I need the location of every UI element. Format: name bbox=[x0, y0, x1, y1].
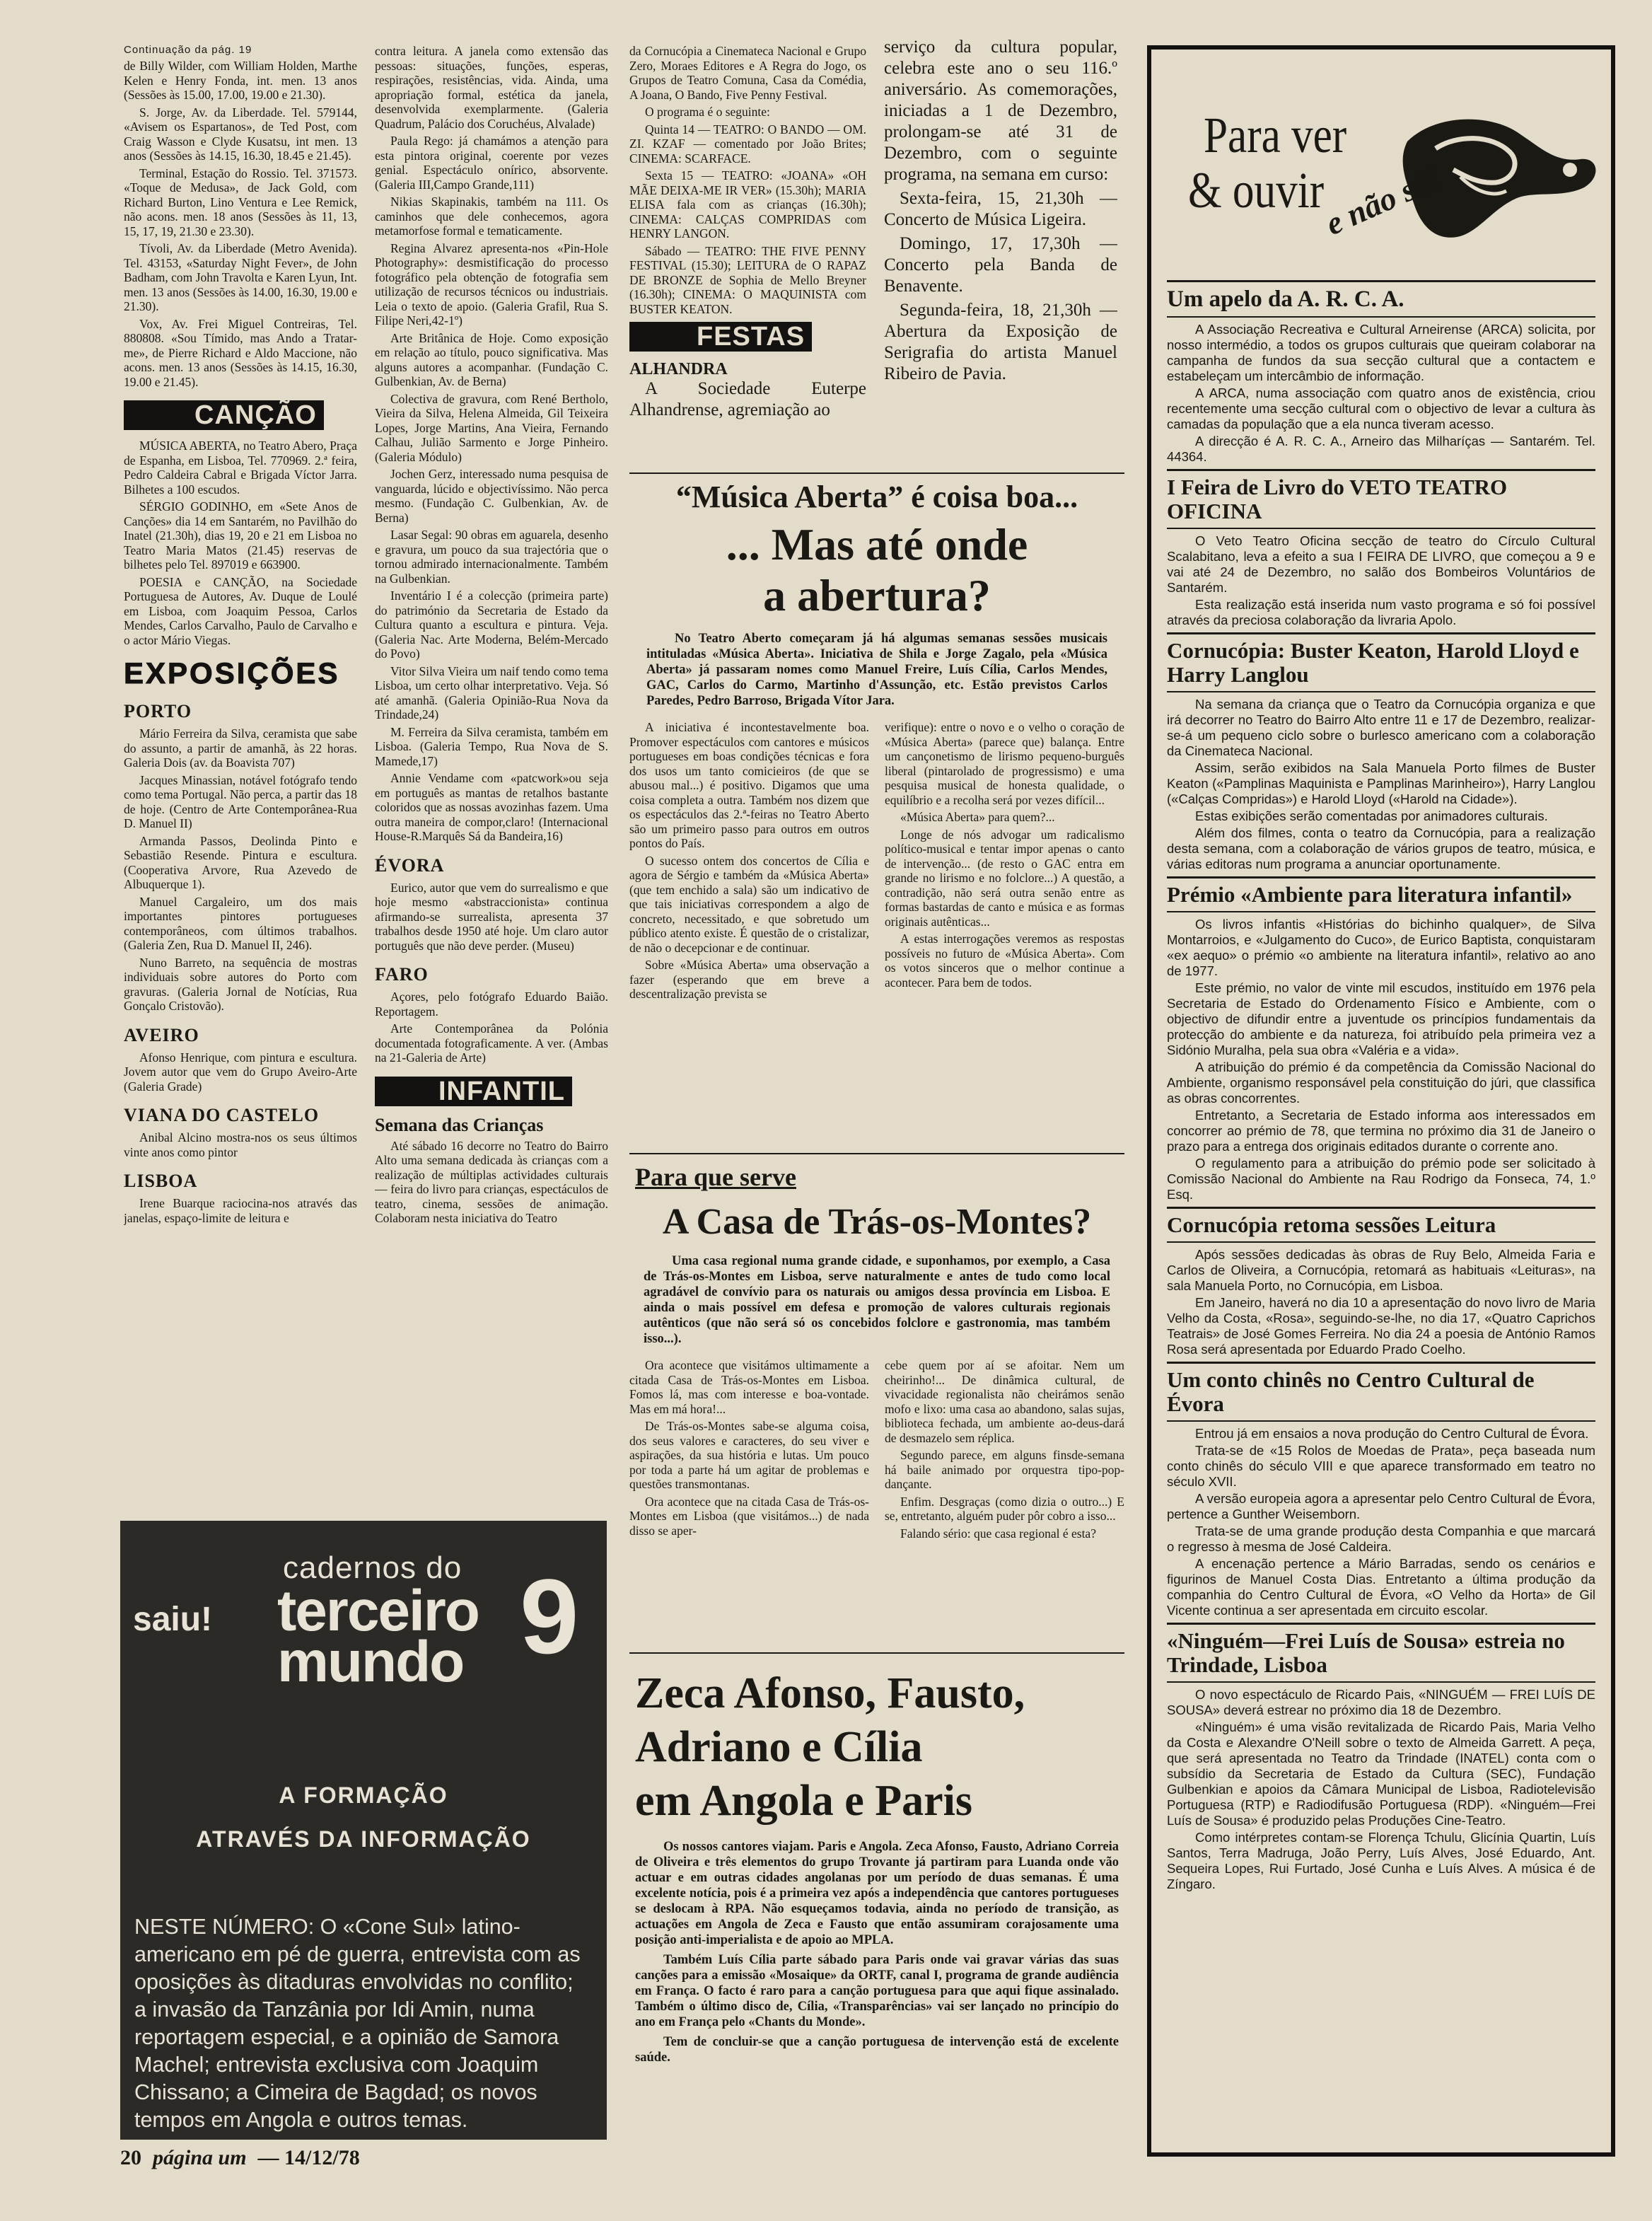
sidebar-item-paragraph: Além dos filmes, conta o teatro da Cornucópia, para a realização desta semana, com a colaboração de vários grupos de teatro, música, e várias editoras num programa a anunciar oportunamente. bbox=[1167, 825, 1595, 871]
listing-entry: Colectiva de gravura, com René Bertholo, Vieira da Silva, Helena Almeida, Gil Teixeira Lopes, Jorge Martins, Ana Vieira, Fernando Calhau, Julião Sarmento e Jorge Pinheiro. (Galeria Módulo) bbox=[375, 391, 608, 464]
sidebar-item-paragraph: A atribuição do prémio é da competência da Comissão Nacional do Ambiente, organismo responsável pela constituição do júri, que classifica as obras concorrentes. bbox=[1167, 1060, 1595, 1106]
listing-entry: Manuel Cargaleiro, um dos mais importantes pintores portugueses contemporâneos, com últimos trabalhos. (Galeria Zen, Rua D. Manuel II, 246). bbox=[124, 894, 357, 952]
sidebar-title: Para ver bbox=[1204, 107, 1347, 163]
section-header-exposicoes bbox=[124, 657, 357, 690]
sidebar-item-paragraph: A direcção é A. R. C. A., Arneiro das Milharíças — Santarém. Tel. 44364. bbox=[1167, 434, 1595, 464]
sidebar-item-title: Cornucópia retoma sessões Leitura bbox=[1167, 1212, 1496, 1237]
article-title: A Casa de Trás-os-Montes? bbox=[662, 1202, 1092, 1242]
article-title: Adriano e Cília bbox=[635, 1723, 923, 1771]
article-paragraph: Ora acontece que visitámos ultimamente a citada Casa de Trás-os-Montes em Lisboa. Fomos lá, mas com interesse e boa-vontade. Mas em má hora!... bbox=[629, 1358, 869, 1416]
article-title: em Angola e Paris bbox=[635, 1777, 972, 1825]
sidebar-item-paragraph: A Associação Recreativa e Cultural Arneirense (ARCA) solicita, por nosso intermédio, a todos os grupos culturais que queiram colaborar na campanha de fundos da sua secção cultural que a contactem e estabeleçam um intercâmbio de informação. bbox=[1167, 322, 1595, 383]
sidebar-item-paragraph: Este prémio, no valor de vinte mil escudos, instituído em 1976 pela Secretaria de Estado do Ordenamento Físico e Ambiente, com o objectivo de difundir entre a juventude os princípios fundamentais da protecção do ambiente e da natureza, foi atribuído pela primeira vez a Sidónio Muralha, pela sua obra «Valéria e a vida». bbox=[1167, 980, 1595, 1057]
programa-item: Sexta 15 — TEATRO: «JOANA» «OH MÃE DEIXA-ME IR VER» (15.30h); MARIA ELISA fala com as crianças (16.30h); CINEMA: CALÇAS COMPRIDAS com HENRY LANGON. bbox=[629, 168, 866, 240]
sidebar-item-paragraph: Trata-se de «15 Rolos de Moedas de Prata», peça baseada num conto chinês do século VIII e que aparece transformado em teatro no século XVII. bbox=[1167, 1443, 1595, 1489]
sidebar-title: & ouvir bbox=[1188, 162, 1325, 219]
ad-issue-number: 9 bbox=[520, 1557, 579, 1676]
sidebar-item bbox=[1167, 469, 1595, 628]
sidebar-item-paragraph: O regulamento para a atribuição do prémio pode ser solicitado à Comissão Nacional do Ambiente na Rau Rodrigo da Fonseca, 74, 1.º Esq. bbox=[1167, 1156, 1595, 1202]
article-paragraph: Ora acontece que na citada Casa de Trás-os-Montes em Lisboa (que visitámos...) de nada disso se aper- bbox=[629, 1494, 869, 1538]
listing-entry: Armanda Passos, Deolinda Pinto e Sebastião Resende. Pintura e escultura. (Cooperativa Arvore, Rua Azevedo de Albuquerque 1). bbox=[124, 833, 357, 891]
listing-entry: Vox, Av. Frei Miguel Contreiras, Tel. 880808. «Sou Tímido, mas Ando a Tratar-me», de Pierre Richard e Aldo Maccione, não acons. men. 13 anos (Sessões às 14.15, 16.30, 19.00 e 21.45). bbox=[124, 316, 357, 389]
listing-entry: Irene Buarque raciocina-nos através das janelas, espaço-limite de leitura e bbox=[124, 1196, 357, 1225]
continuation-note: Continuação da pág. 19 bbox=[124, 44, 252, 56]
article-paragraph: Falando sério: que casa regional é esta? bbox=[900, 1526, 1096, 1541]
article-column bbox=[629, 720, 869, 1004]
sidebar-item-title: Cornucópia: Buster Keaton, Harold Lloyd e Harry Langlou bbox=[1167, 638, 1579, 687]
listing-entry: Inventário I é a colecção (primeira parte) do património da Secretaria de Estado da Cultura quanto a escultura e pintura. Veja. (Galeria Nac. Arte Moderna, Belém-Mercado do Povo) bbox=[375, 588, 608, 661]
sidebar-item-paragraph: A ARCA, numa associação com quatro anos de existência, criou recentemente uma secção cultural com o objectivo de levar a cultura às camadas da população que a ela nunca tiveram acesso. bbox=[1167, 385, 1595, 431]
ad-mundo: mundo bbox=[277, 1630, 464, 1694]
sidebar-item-paragraph: Entretanto, a Secretaria de Estado informa aos interessados em concorrer ao prémio de 78, que termina no próximo dia 31 de Janeiro o prazo para a entrega dos originais editados durante o corrente ano. bbox=[1167, 1108, 1595, 1154]
cinema-listings bbox=[124, 59, 357, 389]
city-heading: ÉVORA bbox=[375, 854, 445, 876]
listing-entry: Eurico, autor que vem do surrealismo e que hoje mesmo «abstraccionista» continua afirmando-se surrealista, apresenta 37 trabalhos desde 1950 até hoje. Um claro autor português que não deve perder. (Museu) bbox=[375, 880, 608, 953]
alhandra-text: A Sociedade Euterpe Alhandrense, agremiação ao bbox=[629, 379, 866, 419]
sidebar-item-title: Um apelo da A. R. C. A. bbox=[1167, 286, 1404, 312]
sidebar-item-paragraph: Em Janeiro, haverá no dia 10 a apresentação do novo livro de Maria Velho da Costa, «Rosa», seguindo-se-lhe, no dia 17, «Quatro Caprichos Teatrais» de José Gomes Ferreira. No dia 24 a poesia de António Ramos Rosa será apresentada por Eduardo Prado Coelho. bbox=[1167, 1295, 1595, 1357]
ad-formacao-1: A FORMAÇÃO bbox=[279, 1782, 448, 1808]
listing-entry: Terminal, Estação do Rossio. Tel. 371573. «Toque de Medusa», de Jack Gold, com Richard Burton, Lino Ventura e Lee Remick, não acons. men. 18 anos (Sessões às 11, 13, 15, 17, 19, 21.30 e 23.30). bbox=[124, 166, 357, 238]
advert-cadernos-terceiro-mundo bbox=[120, 1521, 607, 2140]
listing-entry: Tívoli, Av. da Liberdade (Metro Avenida). Tel. 43153, «Saturday Night Fever», de John Badham, com John Travolta e Karen Lyun, Int. men. 13 anos (Sessões às 14.00, 16.30, 19.00 e 21.30). bbox=[124, 241, 357, 313]
listing-entry: contra leitura. A janela como extensão das pessoas: situações, funções, esperas, respirações, resistências, vida. Ainda, uma apropriação formal, estética da janela, desenvolvida exemplarmente. (Galeria Quadrum, Palácio dos Coruchéus, Alvalade) bbox=[375, 44, 608, 131]
sidebar-item-paragraph: Os livros infantis «Histórias do bichinho qualquer», de Silva Montarroios, e «Julgamento do Cuco», de Eurico Baptista, conquistaram «ex aequo» o prémio «o ambiente na literatura infantil», relativo ao ano de 1977. bbox=[1167, 917, 1595, 978]
city-heading: VIANA DO CASTELO bbox=[124, 1105, 320, 1125]
ad-saiu: saiu! bbox=[133, 1601, 213, 1638]
listing-entry: de Billy Wilder, com William Holden, Marthe Kelen e Henry Fonda, int. men. 13 anos (Sessões às 15.00, 17.00, 19.00 e 21.30). bbox=[124, 59, 357, 102]
sidebar-item bbox=[1167, 632, 1595, 872]
listing-entry: Arte Contemporânea da Polónia documentada fotograficamente. A ver. (Ambas na 21-Galeria de Arte) bbox=[375, 1021, 608, 1065]
article-paragraph: De Trás-os-Montes sabe-se alguma coisa, dos seus valores e caracteres, do seu viver e aspirações, da sua história e lutas. Um pouco por toda a parte há um agitar de problemas e questões transmontanas. bbox=[629, 1419, 869, 1491]
sidebar-item bbox=[1167, 1362, 1595, 1618]
programa-item: Quinta 14 — TEATRO: O BANDO — OM. ZI. KZAF — comentado por João Brites; CINEMA: SCARFACE. bbox=[629, 122, 866, 166]
cornucopia-text: da Cornucópia a Cinemateca Nacional e Grupo Zero, Moraes Editores e A Regra do Jogo, os Grupos de Teatro Comuna, Casa da Comédia, A Joana, O Bando, Five Penny Festival. bbox=[629, 44, 866, 102]
article-paragraph: Também Luís Cília parte sábado para Paris onde vai gravar várias das suas canções para a emissão «Mosaique» da ORTF, canal I, programa de grande audiência em França. O facto é raro para a canção portuguesa para que aqui fique assinalado. Também o último disco de, Cília, «Transparências» vai ser lançado no princípio do ano em França pelo «Chants du Monde». bbox=[635, 1953, 1119, 2029]
listing-entry: Açores, pelo fotógrafo Eduardo Baião. Reportagem. bbox=[375, 990, 608, 1019]
euterpe-text: serviço da cultura popular, celebra este ano o seu 116.º aniversário. As comemorações, iniciadas a 1 de Dezembro, prolongam-se até 31 de Dezembro, com o seguinte programa, na semana em curso: bbox=[884, 37, 1117, 184]
sidebar-item-paragraph: Na semana da criança que o Teatro da Cornucópia organiza e que irá decorrer no Teatro do Bairro Alto entre 11 e 17 de Dezembro, realizar-se-á um pequeno ciclo sobre o burlesco americano com a colaboração da Cinemateca Nacional. bbox=[1167, 697, 1595, 758]
article-column bbox=[885, 1358, 1124, 1543]
listing-entry: Annie Vendame com «patcwork»ou seja em português as mantas de retalhos bastante coloridos que as nossas avozinhas fazem. Uma outra maneira de compor,claro! (Internacional House-R.Marquês Sá da Bandeira,16) bbox=[375, 771, 608, 843]
section-header-cancao bbox=[124, 399, 357, 431]
event-item: Domingo, 17, 17,30h — Concerto pela Banda de Benavente. bbox=[884, 234, 1117, 296]
listing-entry: Paula Rego: já chamámos a atenção para esta pintora original, coerente por vezes genial. Espectáculo onírico, absorvente. (Galeria III,Campo Grande,111) bbox=[375, 134, 608, 192]
infantil-title: Semana das Crianças bbox=[375, 1114, 544, 1135]
listing-entry: Jochen Gerz, interessado numa pesquisa de vanguarda, lúcido e objectivíssimo. Não perca mesmo. (Fundação C. Gulbenkian, Av. de Berna) bbox=[375, 467, 608, 525]
city-heading: PORTO bbox=[124, 701, 192, 721]
sidebar-item bbox=[1167, 1623, 1595, 1892]
sidebar-item bbox=[1167, 876, 1595, 1202]
article-paragraph: cebe quem por aí se afoitar. Nem um cheirinho!... De dinâmica cultural, de vivacidade regionalista não cheirámos senão mofo e lixo: uma casa ao abandono, salas sujas, biblioteca fechada, um ambiente ao-deus-dará de desmazelo sem réplica. bbox=[885, 1358, 1124, 1445]
article-lead: Os nossos cantores viajam. Paris e Angola. Zeca Afonso, Fausto, Adriano Correia de Oliveira e três elementos do grupo Trovante já partiram para Luanda onde vão actuar e em outras cidades angolanas por um período de duas semanas. É uma excelente notícia, pois é a primeira vez após a independência que cantores portugueses se deslocam à RPA. Não esqueçamos todavia, ainda no período de transição, as actuações em Angola de Zeca e Fausto que então assumiram corajosamente uma posição anti-imperialista e de apoio ao MPLA. bbox=[635, 1840, 1119, 1947]
city-heading: ALHANDRA bbox=[629, 360, 728, 378]
cancao-listings bbox=[124, 439, 357, 647]
article-paragraph: O sucesso ontem dos concertos de Cília e agora de Sérgio e também da «Música Aberta» (que tem enchido a sala) são um indicativo de que tais iniciativas correspondem a algo de concreto, necessitado, e que sobretudo um público atento existe. É questão de o cristalizar, de não o decepcionar e de continuar. bbox=[629, 853, 869, 955]
sidebar-item-paragraph: Assim, serão exibidos na Sala Manuela Porto filmes de Buster Keaton («Pamplinas Maquinista e Pamplinas Marinheiro»), Harry Langlou («Calças Compridas») e Harold Lloyd («Harold na Cidade»). bbox=[1167, 760, 1595, 806]
article-kicker: “Música Aberta” é coisa boa... bbox=[675, 480, 1078, 514]
article-paragraph: Enfim. Desgraças (como dizia o outro...) E se, entretanto, alguém puder pôr cobro a isso... bbox=[885, 1494, 1124, 1523]
sidebar-item-paragraph: O novo espectáculo de Ricardo Pais, «NINGUÉM — FREI LUÍS DE SOUSA» deverá estrear no próximo dia 18 de Dezembro. bbox=[1167, 1687, 1595, 1717]
issue-date: — 14/12/78 bbox=[257, 2146, 360, 2169]
sidebar-item bbox=[1167, 1207, 1595, 1357]
listing-entry: POESIA e CANÇÃO, na Sociedade Portuguesa de Autores, Av. Duque de Loulé em Lisboa, com Joaquim Pessoa, Carlos Mendes, Carlos Carvalho, Paulo de Carvalho e o actor Mário Viegas. bbox=[124, 574, 357, 647]
section-label: CANÇÃO bbox=[194, 400, 324, 430]
programa-intro: O programa é o seguinte: bbox=[645, 105, 770, 119]
event-item: Sexta-feira, 15, 21,30h — Concerto de Música Ligeira. bbox=[884, 189, 1117, 229]
listing-entry: S. Jorge, Av. da Liberdade. Tel. 579144, «Avisem os Espartanos», de Ted Post, com Craig Wasson e Clyde Kusatsu, int men. 13 anos (Sessões às 14.15, 16.30, 18.45 e 21.45). bbox=[124, 105, 357, 163]
article-body bbox=[629, 720, 1124, 1004]
column-2 bbox=[375, 44, 608, 1501]
sidebar-item-paragraph: «Ninguém» é uma visão revitalizada de Ricardo Pais, Maria Velho da Costa e Alexandre O'Neill sobre o texto de Almeida Garrett. A peça, que será apresentada no Teatro da Trindade (INATEL) conta com o subsídio da Secretaria de Estado da Cultura (SEC), Fundação Gulbenkian e apoios da Câmara Municipal de Lisboa, Radiotelevisão Portuguesa (RTP) e Radiodifusão Portuguesa (RDP). «Ninguém—Frei Luís de Sousa» é produzido pelas Produções Cine-Teatro. bbox=[1167, 1720, 1595, 1828]
article-casa-tras-os-montes bbox=[629, 1153, 1124, 1648]
masthead: página um bbox=[153, 2146, 247, 2169]
article-paragraph: verifique): entre o novo e o velho o coração de «Música Aberta» (parece que) balança. Entre um cançonetismo de lirismo pequeno-burguês liberal (pintarolado de progressismo) e uma pesquisa musical de honesta qualidade, o equilíbrio e a recolha será por vezes difícil... bbox=[885, 720, 1124, 807]
listing-entry: Regina Alvarez apresenta-nos «Pin-Hole Photography»: desmistificação do processo fotográfico pela obtenção de fotografia sem utilização de recursos técnicos ou industriais. Leia o texto de apoio. (Galeria Grafil, Rua S. Filipe Neri,42-1º) bbox=[375, 240, 608, 327]
sidebar-item-title: «Ninguém—Frei Luís de Sousa» estreia no Trindade, Lisboa bbox=[1167, 1628, 1565, 1677]
sidebar-item-paragraph: O Veto Teatro Oficina secção de teatro do Círculo Cultural Scalabitano, leva a efeito a sua I FEIRA DE LIVRO, que começou a 9 e vai até 24 de Dezembro, no salão dos Bombeiros Voluntários de Santarém. bbox=[1167, 533, 1595, 595]
section-header-infantil bbox=[375, 1075, 608, 1108]
sidebar-para-ver-e-ouvir bbox=[1147, 45, 1615, 2157]
article-paragraph: A iniciativa é incontestavelmente boa. Promover espectáculos com cantores e músicos portugueses em boas condições técnicas e fora dos usos um tanto comicieiros (de que se abusou mal...) é positivo. Digamos que uma coisa completa a outra. Também nos dizem que os espectáculos das 2.ª-feiras no Teatro Aberto são um primeiro passo para outros em outros pontos do País. bbox=[629, 720, 869, 850]
ad-terceiro: terceiro bbox=[277, 1579, 479, 1643]
listing-entry: Vitor Silva Vieira um naif tendo como tema Lisboa, um certo olhar interpretativo. Veja. Só até amanhã. (Galeria Opinião-Rua Nova da Trindade,24) bbox=[375, 663, 608, 721]
section-label: EXPOSIÇÕES bbox=[124, 656, 340, 690]
event-item: Segunda-feira, 18, 21,30h — Abertura da Exposição de Serigrafia do artista Manuel Ribeiro de Pavia. bbox=[884, 301, 1117, 383]
article-zeca-afonso bbox=[629, 1652, 1124, 2162]
sidebar-item-paragraph: A encenação pertence a Mário Barradas, sendo os cenários e figurinos de Manuel Costa Dias. Entretanto a última produção da companhia do Centro Cultural de Évora, «O Velho da Horta» de Gil Vicente continua a ser apresentada em circuito escolar. bbox=[1167, 1556, 1595, 1618]
column-4 bbox=[884, 37, 1117, 461]
article-paragraph: Longe de nós advogar um radicalismo político-musical e tentar impor apenas o canto de intervenção... (de resto o GAC entra em grande no lirismo e no folclore...) A questão, a contradição, não será outra senão entre as formas bastardas de canto e música e as formas originais autênticas... bbox=[885, 827, 1124, 929]
article-paragraph: Segundo parece, em alguns finsde-semana há baile animado por orquestra tipo-pop-dançante. bbox=[885, 1448, 1124, 1491]
article-kicker: Para que serve bbox=[635, 1163, 796, 1191]
sidebar-item-title: Prémio «Ambiente para literatura infantil» bbox=[1167, 882, 1573, 907]
sidebar-item-paragraph: Após sessões dedicadas às obras de Ruy Belo, Almeida Faria e Carlos de Oliveira, a Cornucópia, retomará as habituais «Leituras», na sala Manuela Porto, no Cornucópia, em Lisboa. bbox=[1167, 1247, 1595, 1293]
article-title: a abertura? bbox=[763, 570, 991, 620]
sidebar-item bbox=[1167, 280, 1595, 465]
sidebar-item-title: Um conto chinês no Centro Cultural de Évora bbox=[1167, 1367, 1535, 1416]
article-column bbox=[885, 720, 1124, 1004]
page-footer bbox=[120, 2146, 615, 2174]
sidebar-item-paragraph: Estas exibições serão comentadas por animadores culturais. bbox=[1195, 808, 1548, 823]
sidebar-item-paragraph: Entrou já em ensaios a nova produção do Centro Cultural de Évora. bbox=[1195, 1426, 1589, 1441]
listing-entry: M. Ferreira da Silva ceramista, também em Lisboa. (Galeria Tempo, Rua Nova de S. Mamede,17) bbox=[375, 724, 608, 768]
listing-entry: Arte Britânica de Hoje. Como exposição em relação ao título, pouco significativa. Mas alguns autores a acompanhar. (Fundação C. Gulbenkian, Av. de Berna) bbox=[375, 330, 608, 388]
sidebar-tag: e não só! bbox=[1320, 158, 1448, 243]
column-1 bbox=[124, 44, 357, 1501]
sidebar-item-title: I Feira de Livro do VETO TEATRO OFICINA bbox=[1167, 475, 1508, 523]
section-header-festas bbox=[629, 320, 866, 353]
programa-item: Sábado — TEATRO: THE FIVE PENNY FESTIVAL (15.30); LEITURA de O RAPAZ DE BRONZE de Sophia de Mello Breyner (16.30h); CINEMA: O MAQUINISTA com BUSTER KEATON. bbox=[629, 243, 866, 316]
section-label: INFANTIL bbox=[438, 1077, 572, 1106]
sidebar-item-paragraph: A versão europeia agora a apresentar pelo Centro Cultural de Évora, pertence a Gunther Weisemborn. bbox=[1167, 1491, 1595, 1521]
article-body bbox=[629, 1358, 1124, 1543]
article-column bbox=[629, 1358, 869, 1543]
article-paragraph: «Música Aberta» para quem?... bbox=[900, 810, 1055, 824]
article-musica-aberta bbox=[629, 472, 1124, 1152]
article-paragraph: Sobre «Música Aberta» uma observação a fazer (esperando que em breve a descentralização prevista se bbox=[629, 958, 869, 1001]
article-lead: Uma casa regional numa grande cidade, e suponhamos, por exemplo, a Casa de Trás-os-Montes em Lisboa, serve naturalmente e antes de tudo como local agradável de convívio para os naturais ou amigos dessa província em Lisboa. E ainda o mais possível em defesa e promoção de valores culturais regionais autênticos (que não será só os concebidos folclore e gastronomia, mas também isso...). bbox=[644, 1254, 1110, 1346]
section-label: FESTAS bbox=[697, 322, 812, 352]
sidebar-item-paragraph: Como intérpretes contam-se Florença Tchulu, Glicínia Quartin, Luís Santos, Terra Madruga, João Perry, Luís Alves, José Eduardo, Ant. Sequeira Lopes, Rui Furtado, José Cunha e Luís Alves. A música é de Zíngaro. bbox=[1167, 1830, 1595, 1891]
city-heading: LISBOA bbox=[124, 1171, 198, 1191]
sidebar-header bbox=[1167, 64, 1595, 276]
article-paragraph: Tem de concluir-se que a canção portuguesa de intervenção está de excelente saúde. bbox=[635, 2035, 1119, 2065]
city-heading: FARO bbox=[375, 964, 429, 985]
listing-entry: Nuno Barreto, na sequência de mostras individuais sobre autores do Porto com gravuras. (Galeria Jornal de Notícias, Rua Gonçalo Cristovão). bbox=[124, 955, 357, 1013]
sidebar-item-paragraph: Trata-se de uma grande produção desta Companhia e que marcará o regresso à mesma de José Caldeira. bbox=[1167, 1524, 1595, 1554]
article-title: Zeca Afonso, Fausto, bbox=[635, 1669, 1025, 1717]
listing-entry: Jacques Minassian, notável fotógrafo tendo como tema Portugal. Não perca, a partir das 18 de hoje. (Centro de Arte Contemporânea-Rua D. Manuel II) bbox=[124, 772, 357, 830]
article-paragraph: A estas interrogações veremos as respostas possíveis no futuro de «Música Aberta». Com os votos sinceros que o melhor continue a acontecer. Para bem de todos. bbox=[885, 932, 1124, 990]
ad-cadernos: cadernos do bbox=[283, 1550, 463, 1585]
listing-entry: Afonso Henrique, com pintura e escultura. Jovem autor que vem do Grupo Aveiro-Arte (Galeria Grade) bbox=[124, 1050, 357, 1094]
ad-body: NESTE NÚMERO: O «Cone Sul» latino-americano em pé de guerra, entrevista com as oposições às ditaduras envolvidas no conflito; a invasão da Tanzânia por Idi Amin, numa reportagem especial, e a opinião de Samora Machel; entrevista exclusiva com Joaquim Chissano; a Cimeira de Bagdad; os novos tempos em Angola e outros temas. bbox=[134, 1915, 581, 2132]
sidebar-item-paragraph: Esta realização está inserida num vasto programa e só foi possível através da preciosa colaboração da livraria Apolo. bbox=[1167, 597, 1595, 627]
listing-entry: SÉRGIO GODINHO, em «Sete Anos de Canções» dia 14 em Santarém, no Pavilhão do Inatel (21.30h), dias 19, 20 e 21 em Lisboa no Teatro Maria Matos (21.45) reservas de bilhetes pelo Tel. 897019 e 663900. bbox=[124, 499, 357, 572]
city-heading: AVEIRO bbox=[124, 1024, 199, 1045]
listing-entry: Nikias Skapinakis, também na 111. Os caminhos que dele conhecemos, agora metamorfose formal e tematicamente. bbox=[375, 195, 608, 238]
listing-entry: Anibal Alcino mostra-nos os seus últimos vinte anos como pintor bbox=[124, 1130, 357, 1159]
article-title: ... Mas até onde bbox=[726, 519, 1028, 569]
article-lead: No Teatro Aberto começaram já há algumas semanas sessões musicais intituladas «Música Aberta». Iniciativa de Shila e Jorge Zagalo, pela «Música Aberta» já passaram nomes como Manuel Freire, Luís Cília, Carlos Mendes, GAC, Carlos do Carmo, Martinho d'Assunção, etc. Estão previstos Carlos Paredes, Pedro Barroso, Brigada Vítor Jara. bbox=[646, 632, 1107, 708]
listing-entry: Lasar Segal: 90 obras em aguarela, desenho e gravura, um pouco da sua trajectória que o tornou admirado internacionalmente. Também na Gulbenkian. bbox=[375, 528, 608, 586]
infantil-text: Até sábado 16 decorre no Teatro do Bairro Alto uma semana dedicada às crianças com a realização de múltiplas actividades culturais — feira do livro para crianças, espectáculos de teatro, cinema, sessões de animação. Colaboram nesta iniciativa do Teatro bbox=[375, 1138, 608, 1225]
ad-formacao-2: ATRAVÉS DA INFORMAÇÃO bbox=[196, 1826, 531, 1852]
listing-entry: Mário Ferreira da Silva, ceramista que sabe do assunto, a partir de amanhã, às 22 horas. Galeria Dois (av. da Boavista 707) bbox=[124, 726, 357, 770]
listing-entry: MÚSICA ABERTA, no Teatro Abero, Praça de Espanha, em Lisboa, Tel. 770969. 2.ª feira, Pedro Caldeira Cabral e Brigada Víctor Jarra. Bilhetes a 100 escudos. bbox=[124, 439, 357, 497]
page-number: 20 bbox=[120, 2146, 141, 2169]
column-3 bbox=[629, 44, 866, 472]
